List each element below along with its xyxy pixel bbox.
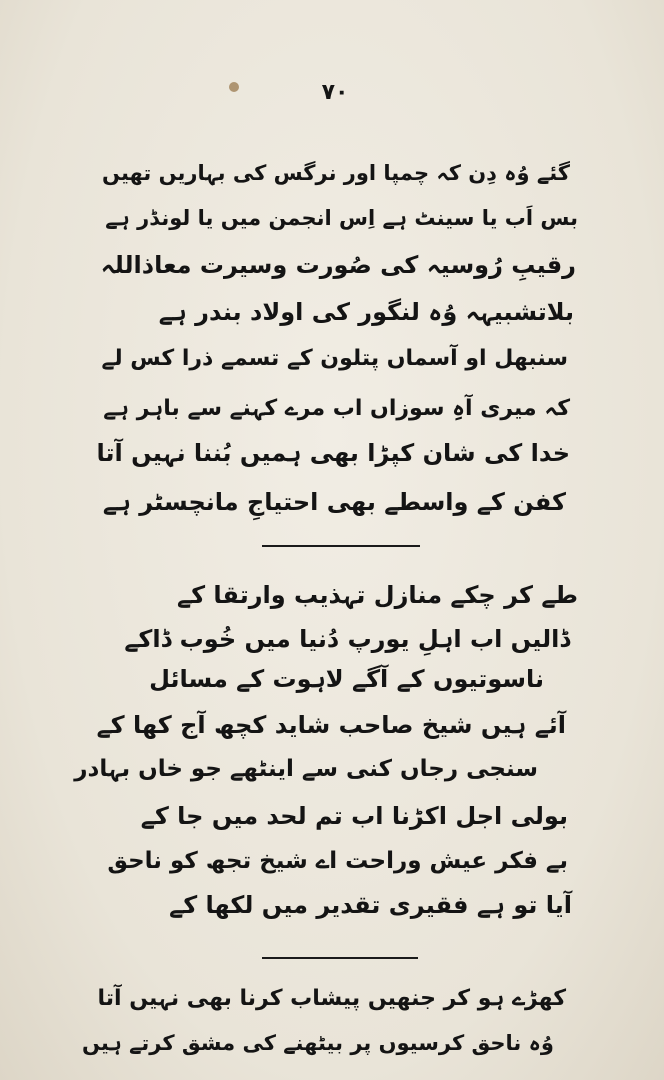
verse-line: گئے وُہ دِن کہ چمپا اور نرگس کی بہاریں تھیں [102, 161, 570, 185]
verse-line: آئے ہیں شیخ صاحب شاید کچھ آج کھا کے [96, 711, 566, 739]
verse-line: ڈالیں اب اہلِ یورپ دُنیا میں خُوب ڈاکے [124, 625, 570, 653]
verse-line: ناسوتیوں کے آگے لاہوت کے مسائل [149, 665, 544, 693]
verse-line: سنجی رجاں کنی سے اینٹھے جو خاں بہادر [74, 756, 538, 782]
verse-line: طے کر چکے منازل تہذیب وارتقا کے [177, 581, 578, 609]
verse-line: آیا تو ہے فقیری تقدیر میں لکھا کے [169, 891, 572, 919]
verse-line: کہ میری آہِ سوزاں اب مرے کہنے سے باہر ہے [103, 396, 570, 421]
verse-line: رقیبِ رُوسیہ کی صُورت وسیرت معاذاللہ [100, 251, 576, 279]
verse-line: بولی اجل اکڑنا اب تم لحد میں جا کے [140, 802, 568, 830]
stanza-divider [262, 545, 420, 547]
verse-line: بس اَب یا سینٹ ہے اِس انجمن میں یا لونڈر ہے [105, 206, 578, 230]
ink-spot [229, 82, 239, 92]
verse-line: سنبھل او آسماں پتلون کے تسمے ذرا کس لے [101, 346, 568, 371]
verse-line: کفن کے واسطے بھی احتیاجِ مانچسٹر ہے [102, 488, 566, 516]
stanza-divider [262, 957, 418, 959]
verse-line: وُہ ناحق کرسیوں پر بیٹھنے کی مشق کرتے ہیں [82, 1031, 554, 1055]
verse-line: بلاتشبیہہ وُہ لنگور کی اولاد بندر ہے [158, 298, 574, 326]
verse-line: بے فکر عیش وراحت اے شیخ تجھ کو ناحق [107, 848, 568, 874]
page-number: ۷۰ [321, 80, 349, 105]
verse-line: خدا کی شان کپڑا بھی ہمیں بُننا نہیں آتا [96, 439, 570, 467]
verse-line: کھڑے ہو کر جنھیں پیشاب کرنا بھی نہیں آتا [97, 986, 566, 1011]
